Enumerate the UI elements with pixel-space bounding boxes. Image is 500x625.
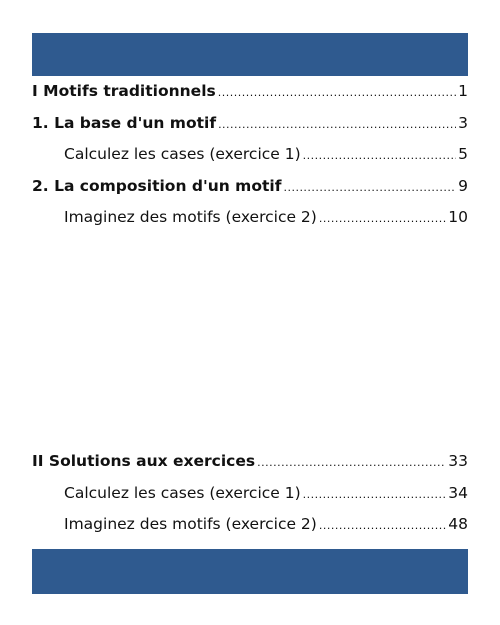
table-of-contents-part-2 — [32, 452, 468, 547]
dot-leader — [303, 149, 456, 162]
toc-entry-title: Calculez les cases (exercice 1) — [64, 483, 301, 502]
toc-entry-page: 33 — [448, 452, 468, 470]
toc-entry-title: Imaginez des motifs (exercice 2) — [64, 208, 317, 226]
toc-entry-page: 48 — [448, 515, 468, 533]
dot-leader — [319, 519, 446, 532]
footer-band — [32, 549, 468, 594]
dot-leader — [257, 456, 446, 469]
toc-entry-imaginez-motifs[interactable] — [32, 208, 468, 240]
toc-entry-motifs-traditionnels[interactable] — [32, 82, 468, 114]
toc-entry-title: 2. La composition d'un motif — [32, 176, 282, 195]
dot-leader — [218, 118, 456, 131]
toc-entry-composition-motif[interactable] — [32, 177, 468, 209]
toc-entry-page: 5 — [458, 145, 468, 163]
toc-entry-title: I Motifs traditionnels — [32, 82, 216, 100]
table-of-contents-part-1 — [32, 82, 468, 240]
toc-entry-page: 10 — [448, 208, 468, 226]
toc-entry-page: 9 — [458, 176, 468, 195]
toc-entry-title: 1. La base d'un motif — [32, 113, 217, 132]
dot-leader — [303, 488, 447, 501]
toc-entry-page: 1 — [458, 82, 468, 100]
toc-entry-base-motif[interactable] — [32, 114, 468, 146]
toc-entry-title: II Solutions aux exercices — [32, 452, 256, 470]
dot-leader — [283, 181, 456, 194]
dot-leader — [218, 86, 456, 99]
toc-entry-imaginez-motifs-solution[interactable] — [32, 515, 468, 547]
toc-entry-page: 34 — [448, 483, 468, 502]
toc-entry-title: Calculez les cases (exercice 1) — [64, 145, 301, 163]
toc-entry-calculez-cases-solution[interactable] — [32, 484, 468, 516]
toc-entry-title: Imaginez des motifs (exercice 2) — [64, 515, 317, 533]
header-band — [32, 33, 468, 76]
toc-entry-calculez-cases[interactable] — [32, 145, 468, 177]
toc-entry-solutions-exercices[interactable] — [32, 452, 468, 484]
dot-leader — [319, 212, 446, 225]
toc-entry-page: 3 — [458, 113, 468, 132]
